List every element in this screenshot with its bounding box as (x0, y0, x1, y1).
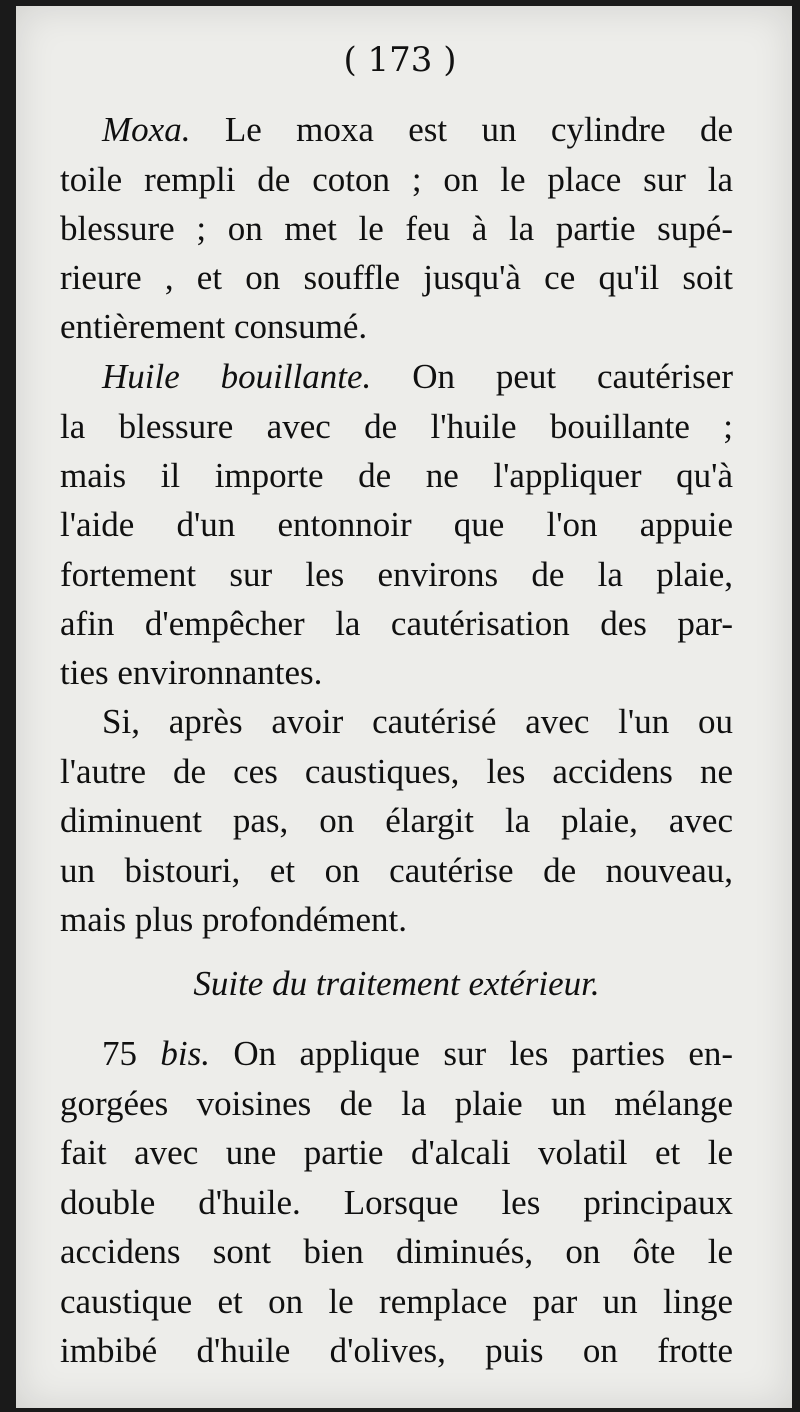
text-line (102, 355, 733, 399)
text-line: double d'huile. Lorsque les principaux (60, 1183, 733, 1222)
text-line: imbibé d'huile d'olives, puis on frotte (60, 1331, 733, 1370)
italic-lead: Moxa. (102, 110, 191, 149)
text-line: entièrement consumé. (60, 307, 368, 346)
page-number: ( 173 ) (343, 40, 457, 80)
line-text: Le moxa est un cylindre de (224, 110, 734, 149)
text-line: toile rempli de coton ; on le place sur la (60, 160, 733, 199)
text-line: la blessure avec de l'huile bouillante ; (60, 407, 733, 446)
italic-lead: Huile bouillante. (102, 357, 372, 396)
italic-lead: bis. (160, 1034, 210, 1073)
text-line (102, 1032, 733, 1076)
text-line: gorgées voisines de la plaie un mélange (60, 1084, 733, 1123)
text-line: diminuent pas, on élargit la plaie, avec (60, 801, 733, 840)
text-line: un bistouri, et on cautérise de nouveau, (60, 851, 733, 890)
text-line: blessure ; on met le feu à la partie supé- (60, 209, 733, 248)
text-line: l'autre de ces caustiques, les accidens ne (60, 752, 733, 791)
text-line: rieure , et on souffle jusqu'à ce qu'il soit (60, 258, 733, 297)
text-line: ties environnantes. (60, 653, 323, 692)
text-line: fait avec une partie d'alcali volatil et le (60, 1133, 733, 1172)
section-heading: Suite du traitement extérieur. (193, 964, 600, 1003)
text-line: l'aide d'un entonnoir que l'on appuie (60, 505, 733, 544)
text-line: fortement sur les environs de la plaie, (60, 555, 733, 594)
line-text: On peut cautériser (412, 357, 733, 396)
text-line (102, 108, 733, 152)
text-line: afin d'empêcher la cautérisation des par- (60, 604, 733, 643)
text-line: Si, après avoir cautérisé avec l'un ou (102, 702, 733, 741)
paragraph-number: 75 (102, 1034, 137, 1073)
line-text: On applique sur les parties en- (233, 1034, 734, 1073)
text-line: mais plus profondément. (60, 900, 408, 939)
text-line: caustique et on le remplace par un linge (60, 1282, 733, 1321)
text-line: mais il importe de ne l'appliquer qu'à (60, 456, 733, 495)
text-line: accidens sont bien diminués, on ôte le (60, 1232, 733, 1271)
